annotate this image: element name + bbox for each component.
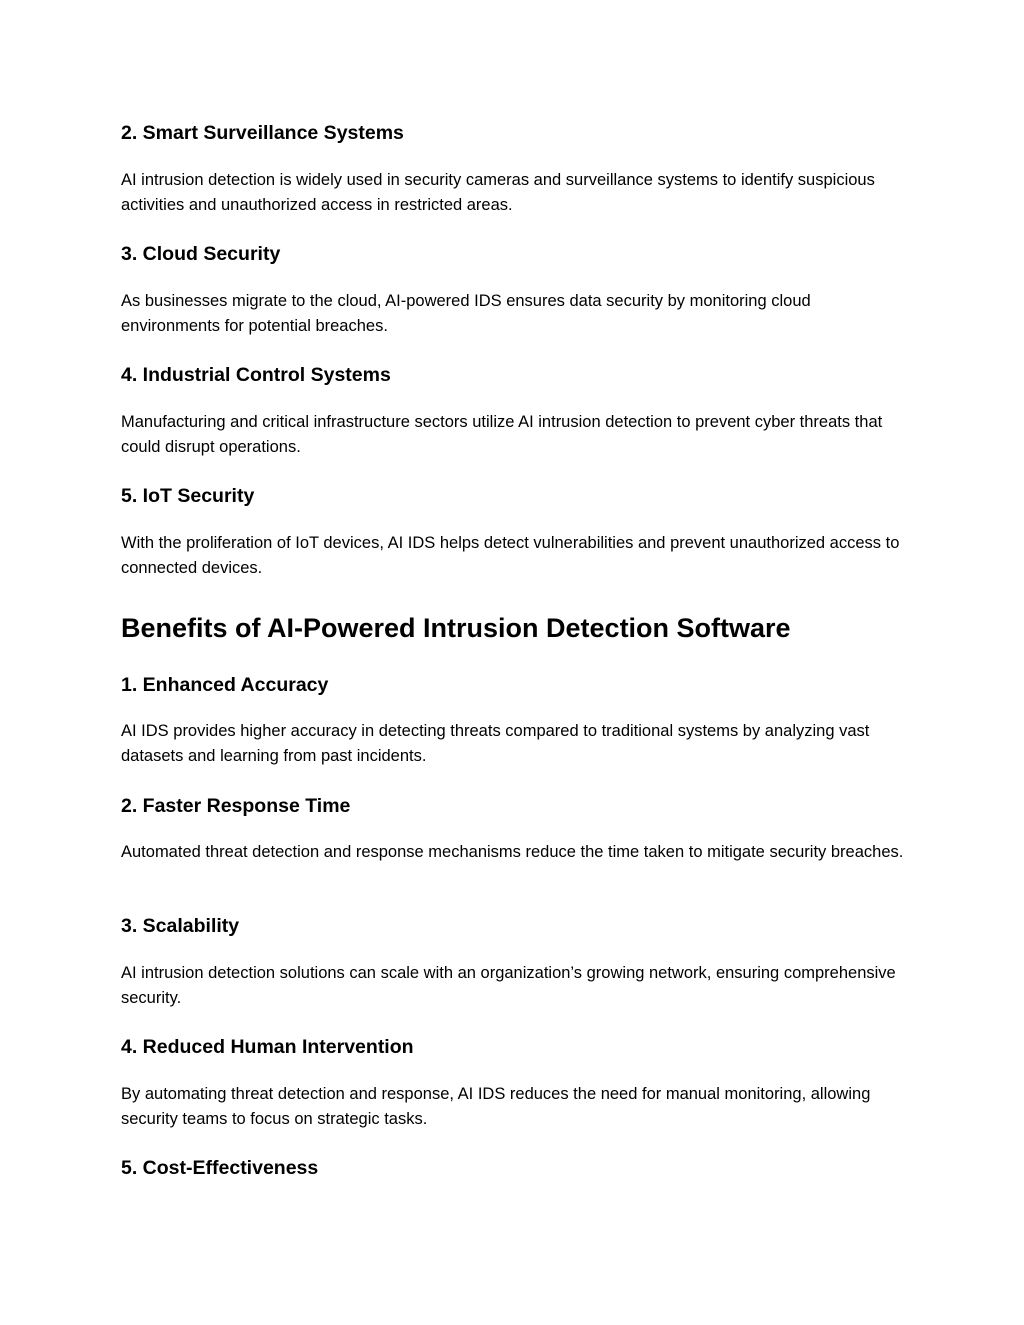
- section-paragraph: With the proliferation of IoT devices, AI IDS helps detect vulnerabilities and prevent unauthorized access to connected devices.: [121, 534, 900, 577]
- benefit-paragraph: By automating threat detection and response, AI IDS reduces the need for manual monitoring, allowing security teams to focus on strategic tasks.: [121, 1085, 871, 1128]
- section-heading: 2. Smart Surveillance Systems: [121, 122, 404, 144]
- benefit-paragraph: AI intrusion detection solutions can scale with an organization’s growing network, ensuring comprehensive security.: [121, 964, 896, 1007]
- benefits-title: Benefits of AI-Powered Intrusion Detection Software: [121, 613, 791, 643]
- section-paragraph: Manufacturing and critical infrastructure sectors utilize AI intrusion detection to prevent cyber threats that could disrupt operations.: [121, 413, 883, 456]
- benefit-heading: 5. Cost-Effectiveness: [121, 1157, 319, 1179]
- benefit-heading: 4. Reduced Human Intervention: [121, 1036, 414, 1058]
- section-heading: 5. IoT Security: [121, 485, 255, 507]
- benefit-heading: 3. Scalability: [121, 915, 240, 937]
- benefit-heading: 2. Faster Response Time: [121, 795, 351, 817]
- section-heading: 3. Cloud Security: [121, 243, 281, 265]
- benefit-paragraph: AI IDS provides higher accuracy in detecting threats compared to traditional systems by analyzing vast datasets and learning from past incidents.: [121, 722, 870, 765]
- benefit-paragraph: Automated threat detection and response mechanisms reduce the time taken to mitigate security breaches.: [121, 843, 904, 861]
- benefit-heading: 1. Enhanced Accuracy: [121, 674, 329, 696]
- section-paragraph: AI intrusion detection is widely used in security cameras and surveillance systems to identify suspicious activities and unauthorized access in restricted areas.: [121, 171, 875, 214]
- section-heading: 4. Industrial Control Systems: [121, 364, 391, 386]
- section-paragraph: As businesses migrate to the cloud, AI-powered IDS ensures data security by monitoring cloud environments for potential breaches.: [121, 292, 811, 335]
